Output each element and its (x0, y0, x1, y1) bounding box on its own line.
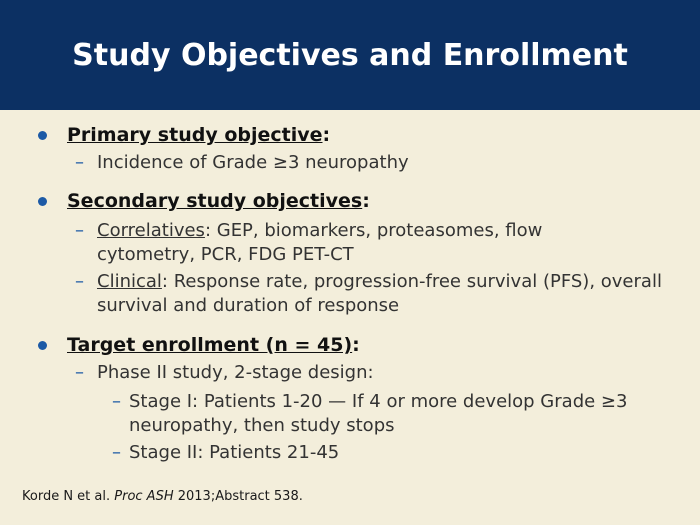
bullet-primary-objective (67, 123, 330, 147)
dash-icon: – (75, 271, 84, 292)
citation-journal: Proc ASH (114, 489, 174, 504)
sub-item-correlatives (75, 219, 597, 267)
primary-objective-colon: : (322, 124, 331, 146)
citation-rest: 2013;Abstract 538. (173, 489, 303, 504)
bullet-dot-icon (38, 341, 47, 350)
sub-item-stage-1 (112, 390, 649, 438)
bullet-dot-icon (38, 197, 47, 206)
bullet-target-enrollment (67, 333, 360, 357)
slide-title: Study Objectives and Enrollment (72, 38, 628, 73)
stage-2-text: Stage II: Patients 21-45 (129, 442, 340, 463)
dash-icon: – (112, 391, 121, 412)
sub-item-clinical (75, 270, 667, 318)
primary-objective-heading: Primary study objective (67, 124, 323, 146)
target-enrollment-colon: : (352, 334, 360, 356)
bullet-secondary-objectives (67, 189, 370, 213)
clinical-text: : Response rate, progression-free survival (PFS), overall survival and duration of response (97, 271, 662, 316)
correlatives-text: : GEP, biomarkers, proteasomes, flow cytometry, PCR, FDG PET-CT (97, 220, 543, 265)
dash-icon: – (75, 152, 84, 173)
secondary-objectives-colon: : (362, 190, 370, 212)
title-bar (0, 0, 700, 110)
correlatives-label: Correlatives (97, 220, 205, 241)
design-text: Phase II study, 2-stage design: (97, 362, 374, 383)
dash-icon: – (75, 220, 84, 241)
secondary-objectives-heading: Secondary study objectives (67, 190, 363, 212)
citation-authors: Korde N et al. (22, 489, 111, 504)
stage-1-text: Stage I: Patients 1-20 — If 4 or more develop Grade ≥3 neuropathy, then study stops (129, 391, 628, 436)
sub-item-neuropathy (75, 151, 667, 175)
target-enrollment-heading: Target enrollment (n = 45) (67, 334, 353, 356)
sub-item-stage-2 (112, 441, 669, 465)
dash-icon: – (75, 362, 84, 383)
clinical-label: Clinical (97, 271, 162, 292)
bullet-dot-icon (38, 131, 47, 140)
sub-item-text: Incidence of Grade ≥3 neuropathy (97, 152, 409, 173)
sub-item-design (75, 361, 667, 385)
citation (22, 488, 303, 506)
dash-icon: – (112, 442, 121, 463)
